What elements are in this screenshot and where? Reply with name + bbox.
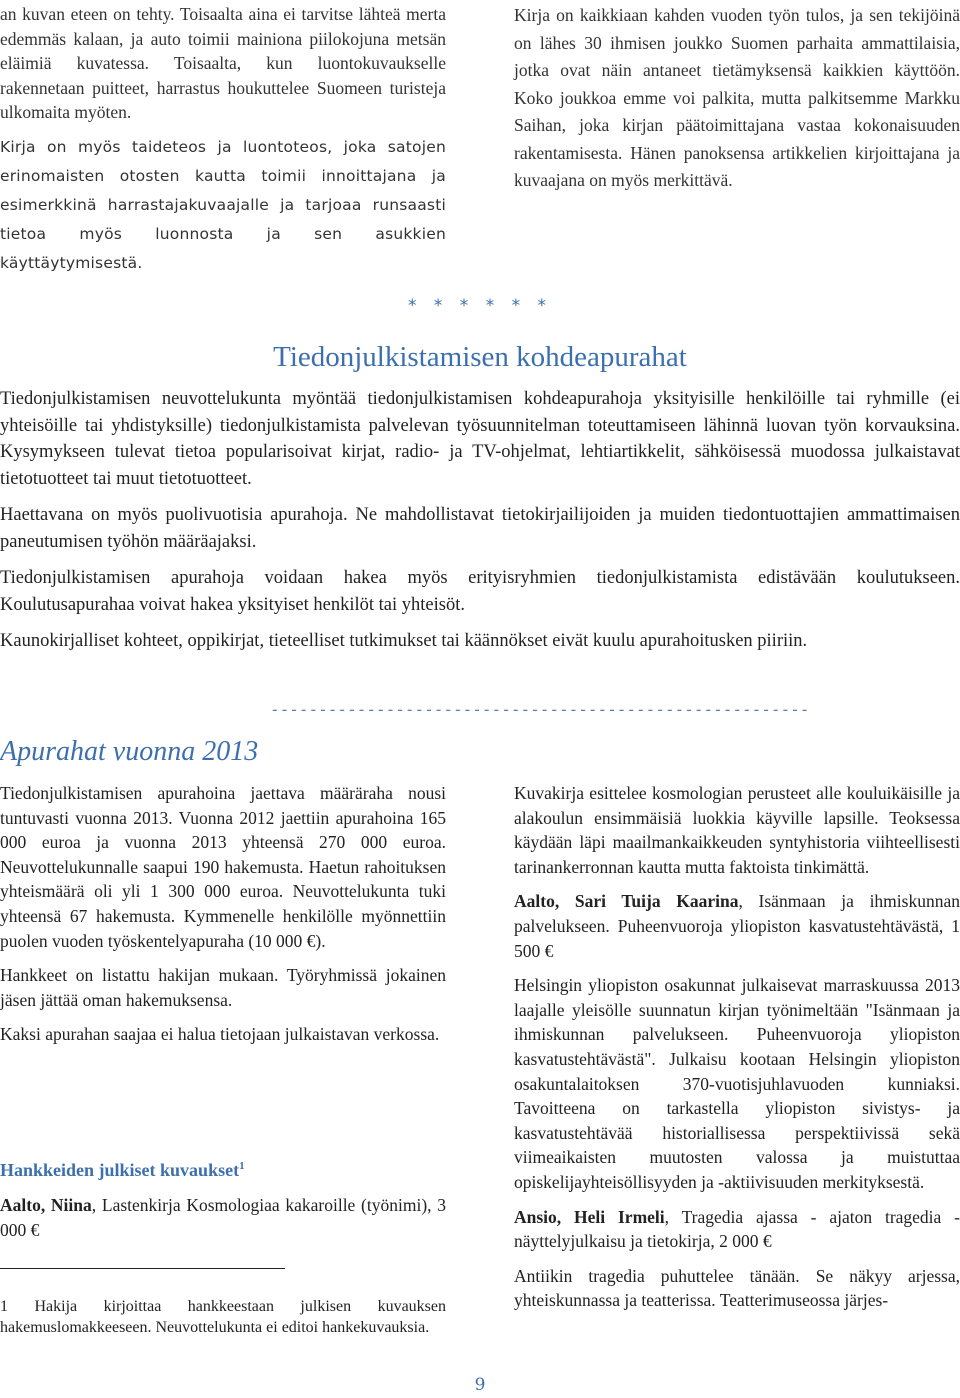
body-paragraph: Antiikin tragedia puhuttelee tänään. Se näkyy arjessa, yhteiskunnassa ja teatterissa. Teatterimuseossa järjes- bbox=[514, 1265, 960, 1311]
entry-aalto-sari bbox=[514, 889, 960, 963]
body-paragraph: Kirja on myös taideteos ja luontoteos, joka satojen erinomaisten otosten kautta toimii innoittajana ja esimerkkinä harrastajakuvaajalle ja tarjoaa runsaasti tietoa myös luonnosta ja sen asukkien käyttäytymisestä. bbox=[0, 137, 446, 272]
body-paragraph: Helsingin yliopiston osakunnat julkaisevat marraskuussa 2013 laajalle yleisölle suunnatun kirjan työnimeltään "Isänmaan ja ihmiskunnan palvelukseen. Puheenvuoroja yliopiston kasvatustehtävästä". Julkaisu kootaan Helsingin yliopiston osakuntalaitoksen 370-vuotisjuhlavuoden kunniaksi. Tavoitteena on tarkastella yliopiston sivistys- ja kasvatustehtävää historiallisessa perspektiivissä sekä viimeaikaisten muutosten valossa ja muistuttaa opiskelijayhteisöllisyyden ja -aktiivisuuden merkityksestä. bbox=[514, 975, 960, 1192]
body-paragraph: Tiedonjulkistamisen apurahoja voidaan hakea myös erityisryhmien tiedonjulkistamista edistävään koulutukseen. Koulutusapurahaa voivat hakea yksityiset henkilöt tai yhteisöt. bbox=[0, 568, 960, 615]
entry-name: Ansio, Heli Irmeli bbox=[514, 1206, 665, 1227]
body-paragraph: an kuvan eteen on tehty. Toisaalta aina ei tarvitse lähteä merta edemmäs kalaan, ja auto toimii mainiona piilokojuna metsän eläimiä kuvatessa. Toisaalta, kun luontokuvaukselle rakennetaan puitteet, harrastus houkuttelee Suomeen turisteja ulkomaita myöten. bbox=[0, 4, 446, 122]
entry-details: , Isänmaan ja ihmiskunnan palvelukseen. Puheenvuoroja yliopiston kasvatustehtävästä, 1 500 € bbox=[514, 891, 960, 961]
body-paragraph: Tiedonjulkistamisen neuvottelukunta myöntää tiedonjulkistamisen kohdeapurahoja yksityisille henkilöille tai ryhmille (ei yhteisöille tai yhdistyksille) tiedonjulkistamista palvelevan työsuunnitelman toteuttamiseen lähinnä luovan työn korvauksina. Kysymykseen tulevat tietoa popularisoivat kirjat, radio- ja TV-ohjelmat, lehtiartikkelit, sähköisessä muodossa julkaistavat tietotuotteet tai muut tietotuotteet. bbox=[0, 389, 960, 489]
body-paragraph: Kuvakirja esittelee kosmologian perusteet alle kouluikäisille ja alakoulun ensimmäisiä luokkia käyville lapsille. Teoksessa käydään läpi maailmankaikkeuden syntyhistoria viihteellisesti tarinankerronnan kautta mutta faktoista tinkimättä. bbox=[514, 783, 960, 877]
entry-aalto-niina bbox=[0, 1193, 446, 1250]
projects-title-text: Hankkeiden julkiset kuvaukset bbox=[0, 1160, 240, 1180]
dashed-separator: -------------------------------------------------------- bbox=[270, 700, 810, 719]
entry-details: , Lastenkirja Kosmologiaa kakaroille (työnimi), 3 000 € bbox=[0, 1195, 446, 1240]
page-number: 9 bbox=[474, 1375, 486, 1395]
entry-name: Aalto, Niina bbox=[0, 1195, 92, 1215]
footnote-rule bbox=[0, 1268, 285, 1269]
entry-ansio-heli bbox=[514, 1205, 960, 1254]
body-paragraph: Hankkeet on listattu hakijan mukaan. Työryhmissä jokainen jäsen jättää oman hakemuksensa. bbox=[0, 965, 446, 1010]
grants-title: Apurahat vuonna 2013 bbox=[0, 736, 259, 767]
body-paragraph: Kaunokirjalliset kohteet, oppikirjat, tieteelliset tutkimukset tai käännökset eivät kuulu apurahoitusken piiriin. bbox=[0, 631, 808, 651]
body-paragraph: Tiedonjulkistamisen apurahoina jaettava määräraha nousi tuntuvasti vuonna 2013. Vuonna 2012 jaettiin apurahoina 165 000 euroa ja vuonna 2013 yhteensä 270 000 euroa. Neuvottelukunnalle saapui 190 hakemusta. Haetun rahoituksen yhteismäärä oli yli 1 300 000 euroa. Neuvottelukunta tuki yhteensä 67 hakemusta. Kymmenelle henkilölle myönnettiin puolen vuoden työskentelyapuraha (10 000 €). bbox=[0, 783, 446, 951]
projects-title bbox=[0, 1158, 245, 1182]
section-body bbox=[0, 386, 960, 663]
section-divider-stars: * * * * * * bbox=[407, 296, 553, 316]
footnote-ref: 1 bbox=[239, 1160, 245, 1172]
body-paragraph: Kaksi apurahan saajaa ei halua tietojaan julkaistavan verkossa. bbox=[0, 1024, 440, 1045]
grants-right-column bbox=[514, 781, 960, 1321]
body-paragraph: Kirja on kaikkiaan kahden vuoden työn tulos, ja sen tekijöinä on lähes 30 ihmisen joukko Suomen parhaita ammattilaisia, jotka ovat näin antaneet tietämyksensä kaikkien käyttöön. Koko joukkoa emme voi palkita, mutta palkitsemme Markku Saihan, joka kirjan päätoimittajana vastaa kokonaisuuden rakentamisesta. Hänen panoksensa artikkelien kirjoittajana ja kuvaajana on myös merkittävä. bbox=[514, 5, 960, 190]
body-paragraph: Haettavana on myös puolivuotisia apurahoja. Ne mahdollistavat tietokirjailijoiden ja muiden tiedontuottajien ammattimaisen paneutumisen työhön määräajaksi. bbox=[0, 505, 960, 552]
entry-details: , Tragedia ajassa - ajaton tragedia -näyttelyjulkaisu ja tietokirja, 2 000 € bbox=[514, 1206, 960, 1252]
grants-left-column bbox=[0, 781, 446, 1055]
footnote-mark: 1 bbox=[0, 1298, 8, 1315]
entry-name: Aalto, Sari Tuija Kaarina bbox=[514, 891, 739, 912]
top-right-column bbox=[514, 2, 960, 203]
top-left-column bbox=[0, 2, 446, 315]
section-title: Tiedonjulkistamisen kohdeapurahat bbox=[273, 341, 687, 373]
footnote bbox=[0, 1296, 446, 1346]
footnote-text: Hakija kirjoittaa hankkeestaan julkisen kuvauksen hakemuslomakkeeseen. Neuvottelukunta ei editoi hankekuvauksia. bbox=[0, 1298, 446, 1336]
